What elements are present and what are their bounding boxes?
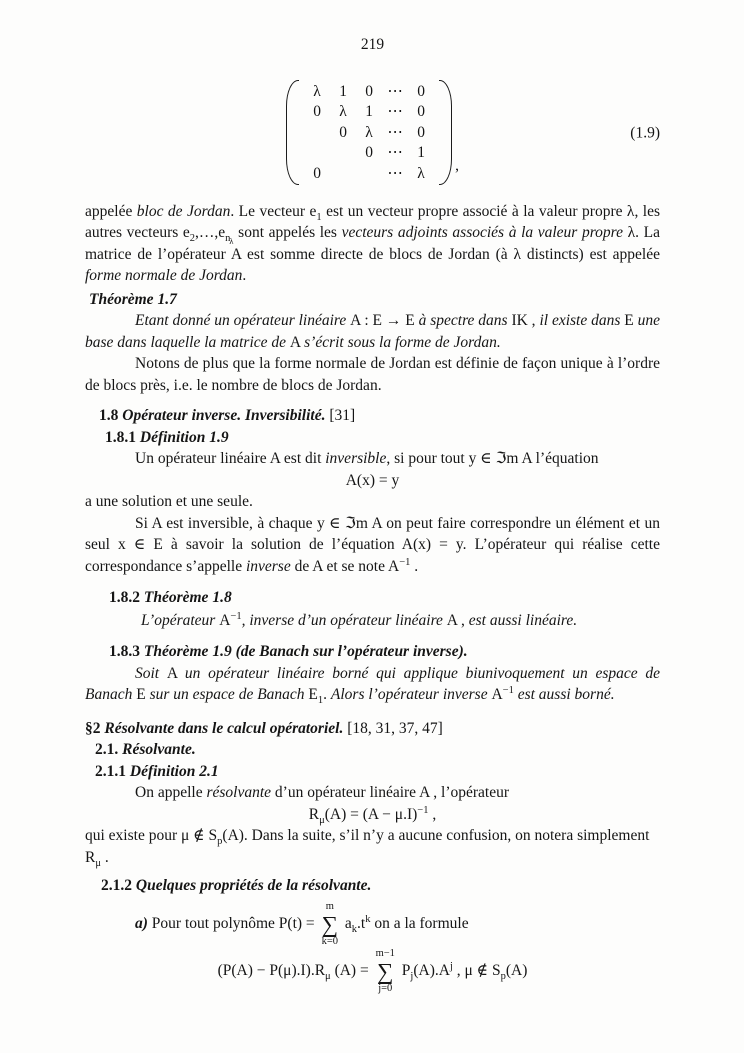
text-segment: (A) = <box>330 961 373 979</box>
text-segment: 1.8 <box>99 407 119 424</box>
text-segment: . <box>410 557 419 575</box>
paragraph-si-inversible <box>85 513 660 578</box>
equation-resolvent <box>85 804 660 826</box>
matrix-cell: 0 <box>365 144 373 162</box>
text-segment: 1 <box>316 211 322 223</box>
sum-symbol: m−1 ∑ j=0 <box>375 947 395 994</box>
paragraph-r-mu <box>85 847 660 869</box>
text-segment: Définition 1.9 <box>139 428 229 446</box>
matrix-right-paren <box>439 80 452 185</box>
text-segment: 1.8.1 <box>105 428 136 446</box>
text-segment: Etant donné un opérateur linéaire <box>135 312 351 329</box>
equation-final <box>85 948 660 995</box>
text-segment: j <box>410 970 414 982</box>
text-segment: k <box>351 923 357 935</box>
heading-1-8-3 <box>85 641 660 663</box>
matrix-grid <box>299 80 439 185</box>
heading-1-8-2 <box>85 587 660 609</box>
text-segment: Notons de plus que la forme normale de Jordan est définie de façon unique à l’ordre de blocs près, i.e. le nombre de blocs de Jordan. <box>85 355 660 394</box>
text-segment: un opérateur linéaire borné qui applique biunivoquement un espace de Banach <box>85 664 660 703</box>
text-segment: 2 <box>189 233 196 244</box>
matrix-cell: λ <box>417 164 425 182</box>
text-segment: sur un espace de Banach <box>149 686 309 703</box>
text-segment: P <box>397 961 411 979</box>
text-segment: (A).A <box>413 961 450 979</box>
text-segment: Résolvante dans le calcul opératoriel. <box>104 719 344 737</box>
text-segment: A <box>166 664 185 682</box>
text-segment: Résolvante. <box>122 741 196 758</box>
paragraph-theoreme-1-9 <box>85 663 660 706</box>
text-segment: (A). Dans la suite, s’il n’y a aucune confusion, on notera simplement <box>222 827 650 844</box>
text-segment: s’écrit sous la forme de Jordan. <box>304 333 501 351</box>
text-segment: k <box>365 913 371 925</box>
text-segment: une base dans laquelle la matrice de <box>85 312 661 351</box>
matrix-cell: 1 <box>339 82 347 100</box>
paragraph-definition-1-9 <box>85 448 660 470</box>
matrix-comma: , <box>455 157 459 175</box>
text-segment: est aussi linéaire. <box>468 611 578 629</box>
text-segment: forme normale de Jordan <box>85 267 243 284</box>
matrix-cell: 0 <box>365 82 373 100</box>
text-segment: Quelques propriétés de la résolvante. <box>135 877 372 894</box>
text-segment: ,…,e <box>195 224 226 241</box>
text-segment: Opérateur inverse. Inversibilité. <box>122 407 326 424</box>
text-segment: de A et se note A <box>290 557 400 575</box>
sum-symbol: m ∑ k=0 <box>321 900 338 947</box>
text-segment: λ <box>229 236 234 246</box>
text-segment: (A) = (A − μ.I) <box>324 805 418 823</box>
paragraph-qui-existe <box>85 825 660 847</box>
text-segment: A <box>491 686 503 703</box>
heading-1-8-1 <box>85 427 660 449</box>
matrix-cell: 1 <box>365 103 373 121</box>
text-segment: a une solution et une seule. <box>85 493 253 510</box>
text-segment: .t <box>357 914 366 932</box>
paragraph-solution-seule <box>85 491 660 513</box>
text-segment: . Le vecteur e <box>230 202 317 220</box>
matrix-cell: 0 <box>417 103 425 121</box>
paragraph-definition-2-1 <box>85 782 660 804</box>
matrix-cell: 0 <box>417 123 425 141</box>
text-segment: [31] <box>325 407 356 424</box>
text-segment: Théorème 1.9 (de Banach sur l’opérateur inverse). <box>143 643 468 660</box>
text-segment: . <box>100 848 109 866</box>
matrix-cell: 0 <box>313 103 321 121</box>
text-segment: a <box>340 914 352 932</box>
text-segment: Théorème 1.8 <box>143 589 232 606</box>
paragraph-notons <box>85 353 660 396</box>
text-segment: Définition 2.1 <box>129 762 219 780</box>
text-segment: , inverse d’un opérateur linéaire <box>241 611 447 629</box>
text-segment: R <box>308 805 320 823</box>
text-segment: R <box>85 848 96 866</box>
text-segment: vecteurs adjoints associés à la valeur propre <box>341 224 624 241</box>
text-segment: μ <box>325 970 331 982</box>
matrix-cell: ⋯ <box>387 103 403 121</box>
text-segment: A <box>219 611 231 629</box>
text-segment: 1 <box>317 695 324 706</box>
text-segment: Théorème 1.7 <box>89 290 177 308</box>
text-segment: A : E → E <box>350 312 419 329</box>
text-segment: Alors l’opérateur inverse <box>330 686 492 703</box>
heading-2-1-1 <box>85 761 660 783</box>
text-segment: p <box>500 970 506 982</box>
text-segment: §2 <box>85 719 101 737</box>
text-segment: . <box>323 686 331 703</box>
text-segment: 2.1.2 <box>101 877 132 894</box>
matrix-cell: ⋯ <box>387 144 403 162</box>
text-segment: L’opérateur <box>141 611 220 629</box>
jordan-block-matrix <box>286 80 459 185</box>
text-segment: A <box>289 333 305 351</box>
text-segment: λ. La matrice de l’opérateur A est somme directe de blocs de Jordan (à λ distincts) est appelée <box>85 224 660 263</box>
heading-2-1 <box>85 739 660 761</box>
text-segment: μ <box>319 814 325 826</box>
text-segment: p <box>217 836 223 847</box>
text-segment: inversible <box>325 450 387 467</box>
equation-axy <box>85 470 660 492</box>
matrix-cell: ⋯ <box>387 82 403 100</box>
text-segment: −1 <box>399 556 411 568</box>
text-segment: On appelle <box>135 784 207 801</box>
text-segment: Un opérateur linéaire A est dit <box>135 450 326 467</box>
text-segment: sont appelés les <box>233 224 342 241</box>
text-segment: , μ ∉ S <box>452 961 501 979</box>
text-segment: Pour tout polynôme P(t) = <box>147 914 319 932</box>
text-segment: Soit <box>135 664 167 682</box>
paragraph-theoreme-1-8 <box>85 610 660 632</box>
text-segment: A(x) = y <box>345 471 400 489</box>
paragraph-polynome <box>85 901 660 948</box>
text-segment: d’un opérateur linéaire A , l’opérateur <box>271 784 510 801</box>
text-segment: μ <box>95 857 101 869</box>
matrix-cell: ⋯ <box>387 164 403 182</box>
page-number: 219 <box>360 36 385 53</box>
text-segment: est un vecteur propre associé à la valeur propre λ, les autres vecteurs e <box>85 202 660 241</box>
text-segment: on a la formule <box>370 914 469 932</box>
matrix-cell: λ <box>365 123 373 141</box>
text-segment: 2.1.1 <box>95 762 126 780</box>
equation-label-1-9: (1.9) <box>630 123 660 141</box>
heading-theoreme-1-7 <box>85 289 660 311</box>
paragraph-theoreme-1-7 <box>85 310 660 353</box>
text-segment: E <box>136 686 150 703</box>
heading-1-8 <box>85 405 660 427</box>
equation-1-9 <box>85 78 660 188</box>
text-segment: −1 <box>417 804 429 816</box>
text-segment: 1.8.3 <box>109 643 140 660</box>
text-segment: n <box>225 233 231 244</box>
text-segment: (P(A) − P(μ).I).R <box>217 961 326 979</box>
text-segment: IK , <box>511 312 540 329</box>
matrix-cell: ⋯ <box>387 123 403 141</box>
paragraph-bloc-de-jordan <box>85 201 660 287</box>
text-segment: , <box>428 805 437 823</box>
text-segment: a) <box>135 914 148 932</box>
text-segment: il existe dans <box>539 312 625 329</box>
text-segment: [18, 31, 37, 47] <box>343 719 443 737</box>
heading-2-1-2 <box>85 875 660 897</box>
text-segment: Si A est inversible, à chaque y ∈ ℑm A on peut faire correspondre un élément et un seul x ∈ E à savoir la solution de l’équation A(x) = y. L’opérateur qui réalise cette correspondance s’appelle <box>85 514 660 575</box>
matrix-cell: λ <box>313 82 321 100</box>
text-segment: −1 <box>502 685 514 696</box>
text-segment: appelée <box>85 202 137 220</box>
text-segment: 2.1. <box>95 741 119 758</box>
matrix-cell: 0 <box>313 164 321 182</box>
matrix-cell: λ <box>339 103 347 121</box>
text-segment: 1.8.2 <box>109 589 140 606</box>
text-segment: qui existe pour μ ∉ S <box>85 827 218 844</box>
text-segment: (A) <box>505 961 528 979</box>
text-segment: bloc de Jordan <box>136 202 231 220</box>
text-segment: . <box>242 267 247 284</box>
matrix-cell: 1 <box>417 144 425 162</box>
text-segment: est aussi borné. <box>517 686 615 703</box>
text-segment: A , <box>446 611 469 629</box>
text-segment: inverse <box>245 557 291 575</box>
matrix-cell: 0 <box>417 82 425 100</box>
matrix-cell: 0 <box>339 123 347 141</box>
text-segment: , si pour tout y ∈ ℑm A l’équation <box>386 450 599 467</box>
text-segment: j <box>449 960 453 972</box>
text-segment: E <box>308 686 318 703</box>
text-segment: E <box>624 312 638 329</box>
text-segment: −1 <box>230 610 242 622</box>
text-segment: à spectre dans <box>418 312 512 329</box>
matrix-left-paren <box>286 80 299 185</box>
heading-section-2 <box>85 718 660 740</box>
text-segment: résolvante <box>206 784 272 801</box>
